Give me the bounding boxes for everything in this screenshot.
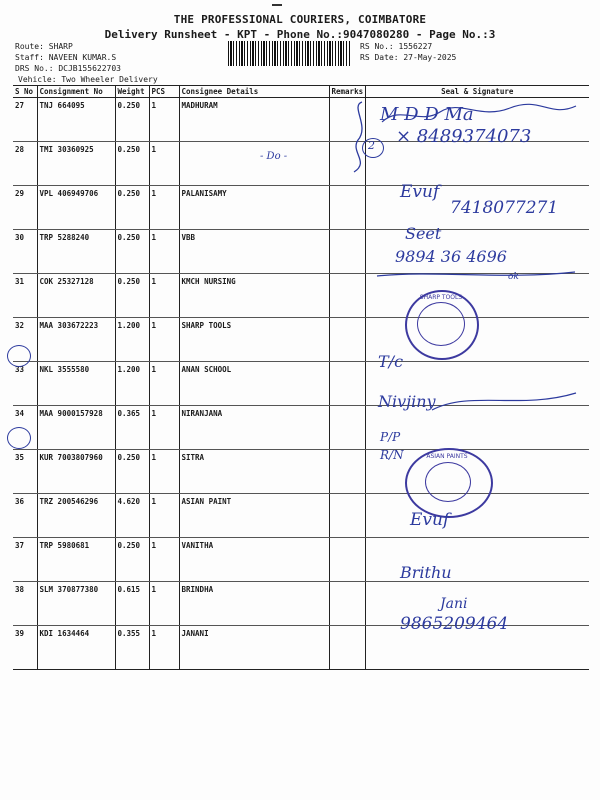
- table-header-row: [13, 86, 589, 98]
- table-row: [13, 450, 589, 494]
- remarks-cell: [329, 626, 365, 670]
- consignee-name: ASIAN PAINT: [179, 494, 329, 538]
- consignment-number: TRP 5980681: [37, 538, 115, 582]
- handwritten-phone: 7418077271: [450, 198, 559, 218]
- handwritten-remark: 2: [368, 139, 375, 152]
- handwritten-signature: Brithu: [400, 563, 452, 582]
- weight-value: 4.620: [115, 494, 149, 538]
- handwritten-ditto: - Do -: [260, 151, 288, 162]
- consignee-name: MADHURAM: [179, 98, 329, 142]
- table-row: [13, 494, 589, 538]
- pcs-value: 1: [149, 274, 179, 318]
- consignee-name: ANAN SCHOOL: [179, 362, 329, 406]
- serial-number: 33: [13, 362, 37, 406]
- weight-value: 0.250: [115, 186, 149, 230]
- pcs-value: 1: [149, 186, 179, 230]
- consignee-name: SITRA: [179, 450, 329, 494]
- pcs-value: 1: [149, 318, 179, 362]
- serial-number: 39: [13, 626, 37, 670]
- consignment-number: NKL 3555580: [37, 362, 115, 406]
- column-header: Weight: [115, 86, 149, 98]
- pcs-value: 1: [149, 142, 179, 186]
- weight-value: 0.250: [115, 538, 149, 582]
- handwritten-signature: Jani: [440, 596, 468, 612]
- column-header: Remarks: [329, 86, 365, 98]
- handwritten-signature: Nivjiny: [378, 392, 436, 411]
- handwritten-phone: × 8489374073: [396, 126, 532, 147]
- weight-value: 0.615: [115, 582, 149, 626]
- weight-value: 0.250: [115, 142, 149, 186]
- weight-value: 0.250: [115, 230, 149, 274]
- serial-number: 31: [13, 274, 37, 318]
- document-subtitle: Delivery Runsheet - KPT - Phone No.:9047080280 - Page No.:3: [104, 28, 496, 41]
- bracket-stroke: [340, 96, 380, 176]
- weight-value: 0.365: [115, 406, 149, 450]
- serial-number: 38: [13, 582, 37, 626]
- handwritten-signature: M D D Ma: [380, 104, 474, 125]
- weight-value: 0.250: [115, 274, 149, 318]
- column-header: Consignee Details: [179, 86, 329, 98]
- serial-number: 30: [13, 230, 37, 274]
- table-row: [13, 538, 589, 582]
- handwritten-signature: Seet: [405, 224, 442, 243]
- signature-cell: [365, 538, 589, 582]
- remarks-cell: [329, 318, 365, 362]
- remarks-cell: [329, 362, 365, 406]
- serial-circle-mark: [7, 345, 31, 367]
- weight-value: 0.250: [115, 98, 149, 142]
- consignee-name: JANANI: [179, 626, 329, 670]
- column-header: Seal & Signature: [365, 86, 589, 98]
- signature-stroke: [375, 268, 580, 282]
- seal-text: ASIAN PAINTS: [426, 453, 468, 460]
- pcs-value: 1: [149, 362, 179, 406]
- consignment-number: MAA 9000157928: [37, 406, 115, 450]
- remarks-cell: [329, 494, 365, 538]
- handwritten-remark: P/P: [380, 430, 401, 444]
- serial-number: 32: [13, 318, 37, 362]
- consignment-number: TRP 5288240: [37, 230, 115, 274]
- pcs-value: 1: [149, 406, 179, 450]
- weight-value: 0.355: [115, 626, 149, 670]
- table-row: [13, 142, 589, 186]
- route-label: Route: SHARP: [15, 42, 73, 51]
- consignment-number: KDI 1634464: [37, 626, 115, 670]
- signature-stroke: [430, 385, 580, 415]
- pcs-value: 1: [149, 230, 179, 274]
- handwritten-phone: 9865209464: [400, 614, 509, 634]
- weight-value: 1.200: [115, 318, 149, 362]
- drs-number: DRS No.: DCJB155622703: [15, 64, 121, 73]
- serial-number: 28: [13, 142, 37, 186]
- consignee-name: NIRANJANA: [179, 406, 329, 450]
- consignee-name: KMCH NURSING: [179, 274, 329, 318]
- serial-number: 27: [13, 98, 37, 142]
- company-seal: [405, 448, 493, 518]
- pcs-value: 1: [149, 582, 179, 626]
- serial-circle-mark: [7, 427, 31, 449]
- serial-number: 29: [13, 186, 37, 230]
- handwritten-remark: R/N: [380, 448, 404, 462]
- runsheet-table: [13, 85, 589, 670]
- signature-cell: [365, 142, 589, 186]
- pcs-value: 1: [149, 450, 179, 494]
- handwritten-phone: 9894 36 4696: [395, 247, 507, 266]
- handwritten-signature: T/c: [378, 352, 404, 371]
- consignment-number: MAA 303672223: [37, 318, 115, 362]
- remarks-cell: [329, 274, 365, 318]
- company-seal: [405, 290, 479, 360]
- consignment-number: TMI 30360925: [37, 142, 115, 186]
- consignee-name: VANITHA: [179, 538, 329, 582]
- staff-label: Staff: NAVEEN KUMAR.S: [15, 53, 117, 62]
- consignment-number: VPL 406949706: [37, 186, 115, 230]
- column-header: PCS: [149, 86, 179, 98]
- column-header: Consignment No: [37, 86, 115, 98]
- handwritten-signature: Evuf: [410, 510, 450, 530]
- seal-text: SHARP TOOLS: [419, 294, 463, 301]
- consignment-number: COK 25327128: [37, 274, 115, 318]
- consignee-name: VBB: [179, 230, 329, 274]
- remarks-cell: [329, 230, 365, 274]
- consignee-name: BRINDHA: [179, 582, 329, 626]
- consignee-name: SHARP TOOLS: [179, 318, 329, 362]
- table-row: [13, 318, 589, 362]
- pcs-value: 1: [149, 538, 179, 582]
- serial-number: 37: [13, 538, 37, 582]
- consignment-number: KUR 7003807960: [37, 450, 115, 494]
- remarks-cell: [329, 186, 365, 230]
- pcs-value: 1: [149, 494, 179, 538]
- top-mark: [272, 4, 282, 6]
- consignee-name: [179, 142, 329, 186]
- remarks-cell: [329, 538, 365, 582]
- column-header: S No: [13, 86, 37, 98]
- consignment-number: TNJ 664095: [37, 98, 115, 142]
- weight-value: 1.200: [115, 362, 149, 406]
- serial-number: 36: [13, 494, 37, 538]
- rs-number: RS No.: 1556227: [360, 42, 433, 51]
- remarks-cell: [329, 450, 365, 494]
- serial-number: 35: [13, 450, 37, 494]
- barcode: [228, 41, 350, 66]
- remarks-cell: [329, 406, 365, 450]
- consignment-number: SLM 370877380: [37, 582, 115, 626]
- handwritten-signature: Evuf: [400, 182, 440, 202]
- document-title: THE PROFESSIONAL COURIERS, COIMBATORE: [173, 13, 427, 26]
- consignment-number: TRZ 200546296: [37, 494, 115, 538]
- weight-value: 0.250: [115, 450, 149, 494]
- handwritten-remark: ok: [508, 272, 519, 282]
- consignee-name: PALANISAMY: [179, 186, 329, 230]
- pcs-value: 1: [149, 98, 179, 142]
- vehicle-label: Vehicle: Two Wheeler Delivery: [18, 75, 158, 84]
- pcs-value: 1: [149, 626, 179, 670]
- remarks-cell: [329, 582, 365, 626]
- rs-date: RS Date: 27-May-2025: [360, 53, 457, 62]
- serial-number: 34: [13, 406, 37, 450]
